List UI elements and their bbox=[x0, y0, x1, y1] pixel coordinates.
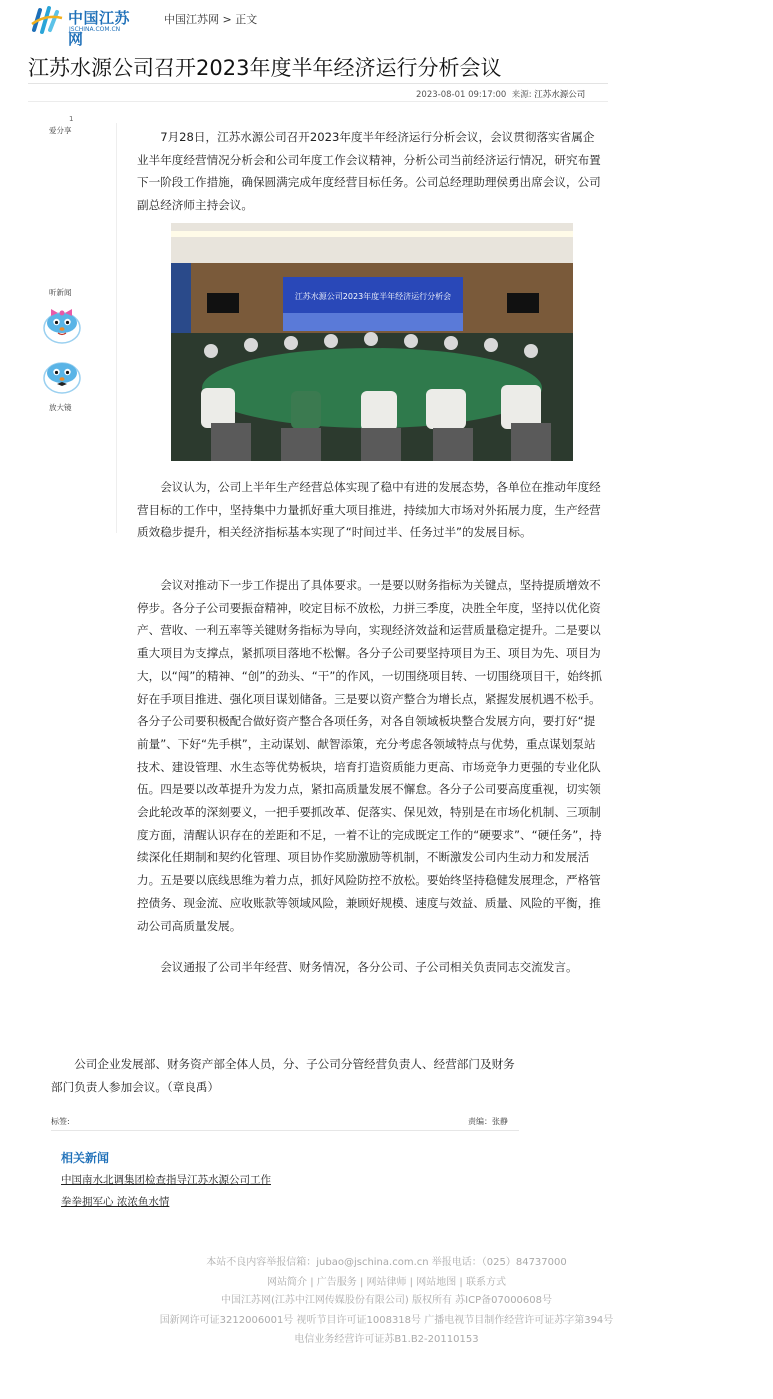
title-divider bbox=[28, 83, 608, 84]
meta-divider bbox=[28, 101, 608, 102]
meeting-photo bbox=[171, 223, 573, 461]
article-paragraph: 7月28日，江苏水源公司召开2023年度半年经济运行分析会议，会议贯彻落实省属企业半年度经营情况分析会和公司年度工作会议精神，分析公司当前经济运行情况，研究布置下一阶段工作措施，确保圆满完成年度经营目标任务。公司总经理助理侯勇出席会议，公司副总经济师主持会议。 bbox=[137, 130, 601, 213]
footer-link-sitemap[interactable]: 网站地图 bbox=[416, 1277, 457, 1288]
listen-news-label: 听新闻 bbox=[49, 288, 72, 297]
article-source: 江苏水源公司 bbox=[534, 90, 586, 100]
article-title: 江苏水源公司召开2023年度半年经济运行分析会议 bbox=[28, 56, 502, 80]
related-news-heading: 相关新闻 bbox=[61, 1151, 110, 1165]
logo-subtext: JSCHINA.COM.CN bbox=[69, 26, 121, 33]
photo-banner-text: 江苏水源公司2023年度半年经济运行分析会 bbox=[294, 292, 452, 301]
article-paragraph: 公司企业发展部、财务资产部全体人员，分、子公司分管经营负责人、经营部门及财务部门负责人参加会议。（章良禹） bbox=[51, 1057, 515, 1094]
footer-link-ads[interactable]: 广告服务 bbox=[316, 1277, 357, 1288]
footer-copyright: 中国江苏网(江苏中江网传媒股份有限公司) 版权所有 苏ICP备07000608号 bbox=[220, 1295, 553, 1306]
share-count: 1 bbox=[69, 115, 74, 123]
article-paragraph: 会议对推动下一步工作提出了具体要求。一是要以财务指标为关键点，坚持提质增效不停步。各分子公司要振奋精神，咬定目标不放松，力拼三季度，决胜全年度，坚持以优化资产、营收、一利五率等关键财务指标为导向，实现经济效益和运营质量稳定提升。二是要以重大项目为支撑点，紧抓项目落地不松懈。各分子公司要坚持项目为王、项目为先、项目为大，以“闯”的精神、“创”的劲头、“干”的作风，一切围绕项目转、一切围绕项目干，始终抓好在手项目推进、强化项目谋划储备。三是要以资产整合为增长点，紧握发展机遇不松手。各分子公司要积极配合做好资产整合各项任务，对各自领域板块整合发展方向，要打好“提前量”、下好“先手棋”，主动谋划、献智添策，充分考虑各领域特点与优势，重点谋划泵站技术、建设管理、水生态等优势板块，培育打造资质能力更高、市场竞争力更强的专业化队伍。四是要以改革提升为发力点，紧扣高质量发展不懈怠。各分子公司要高度重视，切实领会此轮改革的深刻要义，一把手要抓改革、促落实、保见效，特别是在市场化机制、三项制度方面，清醒认识存在的差距和不足，一着不让的完成既定工作的“硬要求”、“硬任务”，持续深化任期制和契约化管理、项目协作奖励激励等机制，不断激发公司内生动力和发展活力。五是要以底线思维为着力点，抓好风险防控不放松。要始终坚持稳健发展理念，严格管控债务、现金流、应收账款等领域风险，兼顾好规模、速度与效益、质量、风险的平衡，推动公司高质量发展。 bbox=[137, 578, 603, 933]
footer-link-lawyer[interactable]: 网站律师 bbox=[366, 1277, 407, 1288]
footer-link-about[interactable]: 网站简介 bbox=[267, 1277, 308, 1288]
source-label: 来源: bbox=[511, 90, 532, 100]
share-button[interactable]: 爱分享 bbox=[49, 126, 72, 135]
related-news-link[interactable]: 中国南水北调集团检查指导江苏水源公司工作 bbox=[61, 1174, 271, 1186]
article-datetime: 2023-08-01 09:17:00 bbox=[416, 90, 507, 100]
listen-mascot-icon[interactable] bbox=[41, 303, 83, 345]
magnifier-label: 放大镜 bbox=[49, 403, 72, 412]
logo-mark-icon bbox=[30, 4, 64, 36]
footer-telecom-license: 电信业务经营许可证苏B1.B2-20110153 bbox=[294, 1334, 479, 1345]
breadcrumb-separator: > bbox=[222, 13, 232, 26]
footer-link-contact[interactable]: 联系方式 bbox=[465, 1277, 506, 1288]
breadcrumb-current: 正文 bbox=[235, 13, 258, 26]
logo-text: 中国江苏网 bbox=[68, 9, 131, 48]
article-paragraph: 会议认为，公司上半年生产经营总体实现了稳中有进的发展态势，各单位在推动年度经营目标的工作中，坚持集中力量抓好重大项目推进，持续加大市场对外拓展力度，生产经营质效稳步提升，相关经济指标基本实现了“时间过半、任务过半”的发展目标。 bbox=[137, 480, 601, 540]
site-logo[interactable] bbox=[30, 2, 140, 48]
zoom-mascot-icon[interactable] bbox=[41, 353, 83, 395]
editor-credit: 责编：张静 bbox=[468, 1117, 508, 1126]
tags-label: 标签: bbox=[51, 1117, 70, 1126]
footer-report-line: 本站不良内容举报信箱：jubao@jschina.com.cn 举报电话：（025）84737000 bbox=[206, 1257, 567, 1268]
footer-links: 网站简介 | 广告服务 | 网站律师 | 网站地图 | 联系方式 bbox=[267, 1277, 506, 1288]
rail-divider bbox=[116, 123, 117, 533]
breadcrumb-home-link[interactable]: 中国江苏网 bbox=[164, 13, 219, 26]
tags-divider bbox=[51, 1130, 519, 1131]
footer-licenses: 国新网许可证3212006001号 视听节目许可证1008318号 广播电视节目制作经营许可证苏字第394号 bbox=[159, 1315, 614, 1326]
article-meta bbox=[416, 88, 585, 100]
article-paragraph: 会议通报了公司半年经营、财务情况，各分公司、子公司相关负责同志交流发言。 bbox=[160, 960, 578, 974]
breadcrumb bbox=[164, 11, 257, 27]
related-news-link[interactable]: 拳拳拥军心 浓浓鱼水情 bbox=[61, 1196, 170, 1208]
